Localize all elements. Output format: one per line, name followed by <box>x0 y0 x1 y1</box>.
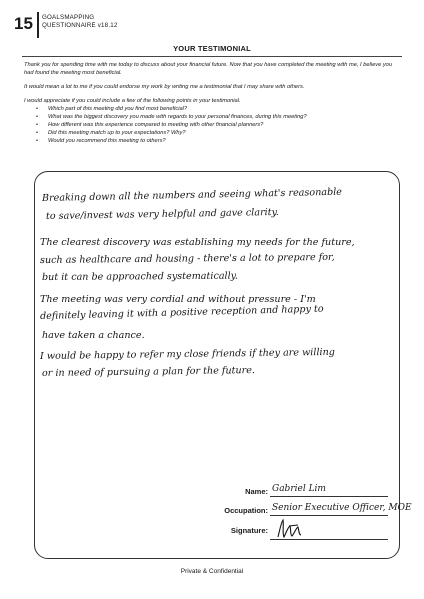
occupation-row <box>200 503 412 517</box>
testimonial-line: but it can be approached systematically. <box>41 270 238 283</box>
handwritten-signature <box>272 517 312 541</box>
testimonial-line: The meeting was very cordial and without pressure - I'm <box>40 294 316 305</box>
testimonial-line: have taken a chance. <box>42 330 145 341</box>
testimonial-points-list <box>36 105 396 145</box>
header-divider <box>37 12 39 38</box>
page-header <box>14 10 164 38</box>
list-item: • Did this meeting match up to your expectations? Why? <box>36 129 396 137</box>
page-number: 15 <box>14 14 33 33</box>
page-title: YOUR TESTIMONIAL <box>173 44 251 53</box>
name-row <box>200 484 396 498</box>
intro-paragraph-3: I would appreciate if you could include a few of the following points in your testimonial. <box>24 98 241 104</box>
occupation-line <box>270 515 388 516</box>
testimonial-line: Breaking down all the numbers and seeing what's reasonable <box>41 186 343 204</box>
intro-paragraph-1: Thank you for spending time with me today to discuss about your financial future. Now that you have completed the meeting with me, I believe you had found the meeting most beneficial. <box>24 62 392 77</box>
list-item: • What was the biggest discovery you made with regards to your personal finances, during this meeting? <box>36 113 396 121</box>
signature-line <box>270 539 388 540</box>
form-name-line1: GOALSMAPPING <box>42 14 95 21</box>
signature-row <box>200 519 396 533</box>
testimonial-line: such as healthcare and housing - there's a lot to prepare for, <box>39 251 335 266</box>
list-item: • Which part of this meeting did you find most beneficial? <box>36 105 396 113</box>
form-name <box>42 14 118 30</box>
footer-confidential: Private & Confidential <box>180 568 244 575</box>
testimonial-line: The clearest discovery was establishing my needs for the future, <box>40 237 355 248</box>
name-label: Name: <box>245 487 268 496</box>
list-item: • How different was this experience compared to meeting with other financial planners? <box>36 121 396 129</box>
title-rule <box>22 56 402 57</box>
testimonial-line: definitely leaving it with a positive reception and happy to <box>39 303 324 322</box>
list-item: • Would you recommend this meeting to others? <box>36 137 396 145</box>
name-value: Gabriel Lim <box>272 484 326 494</box>
occupation-value: Senior Executive Officer, MOE <box>272 503 412 513</box>
name-line <box>270 496 388 497</box>
testimonial-line: or in need of pursuing a plan for the future. <box>41 365 256 379</box>
form-name-line2: QUESTIONNAIRE v18.12 <box>42 22 118 29</box>
testimonial-line: to save/invest was very helpful and gave clarity. <box>45 206 279 222</box>
testimonial-line: I would be happy to refer my close friends if they are willing <box>39 346 335 362</box>
intro-paragraph-2: It would mean a lot to me if you could endorse my work by writing me a testimonial that I may share with others. <box>24 84 305 90</box>
occupation-label: Occupation: <box>224 506 268 515</box>
signature-label: Signature: <box>230 526 268 535</box>
